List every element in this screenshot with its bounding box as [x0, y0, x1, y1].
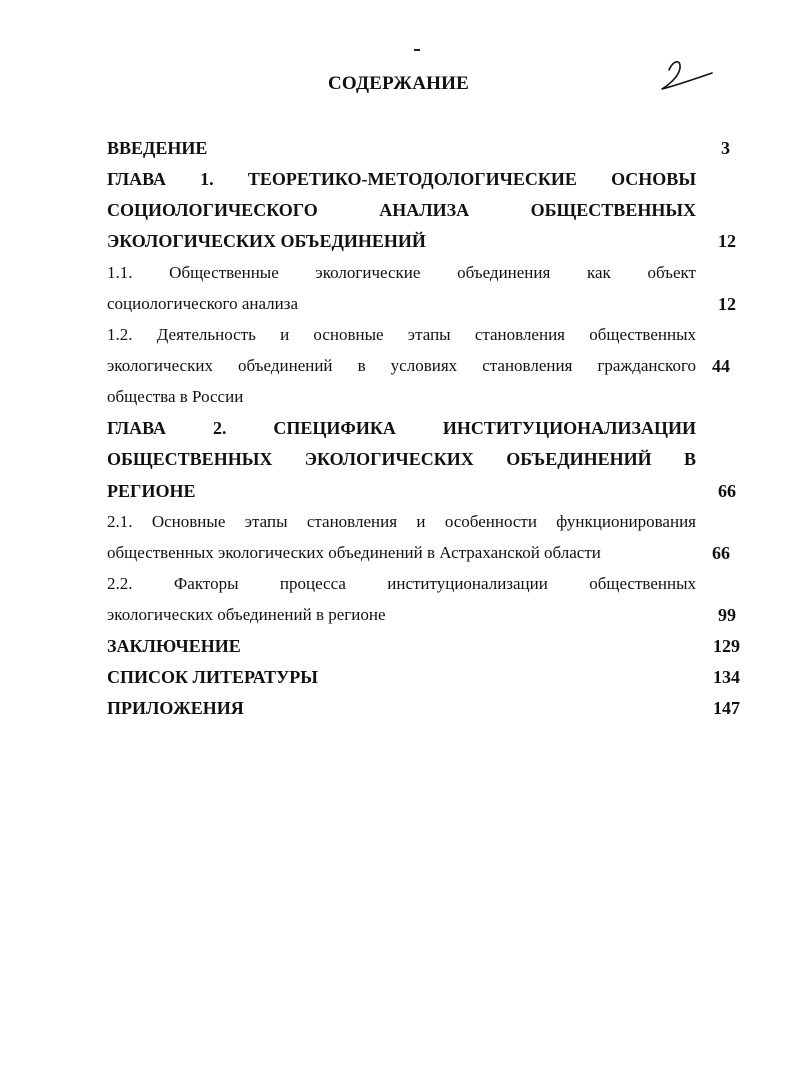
- toc-appendices-page: 147: [713, 698, 740, 718]
- toc-section-2-1-line2: общественных экологических объединений в Астраханской области: [107, 543, 601, 562]
- toc-section-1-1-page: 12: [718, 294, 736, 314]
- toc-section-2-1-page: 66: [712, 543, 730, 563]
- toc-chapter1-line2: СОЦИОЛОГИЧЕСКОГО АНАЛИЗА ОБЩЕСТВЕННЫХ: [107, 200, 696, 220]
- toc-section-1-1-line1: 1.1. Общественные экологические объединения как объект: [107, 263, 696, 282]
- page-title: СОДЕРЖАНИЕ: [328, 73, 469, 94]
- toc-section-1-1-line2: социологического анализа: [107, 294, 299, 313]
- toc-chapter1-line3: ЭКОЛОГИЧЕСКИХ ОБЪЕДИНЕНИЙ: [107, 231, 426, 251]
- toc-chapter2-line2: ОБЩЕСТВЕННЫХ ЭКОЛОГИЧЕСКИХ ОБЪЕДИНЕНИЙ В: [107, 449, 696, 469]
- toc-section-1-2-page: 44: [712, 356, 730, 376]
- toc-section-2-2-page: 99: [718, 605, 736, 625]
- toc-entry-intro-label: ВВЕДЕНИЕ: [107, 138, 208, 158]
- toc-conclusion-label: ЗАКЛЮЧЕНИЕ: [107, 636, 241, 656]
- toc-chapter1-page: 12: [718, 231, 736, 251]
- toc-section-1-2-line1: 1.2. Деятельность и основные этапы становления общественных: [107, 325, 696, 344]
- toc-section-2-2-line2: экологических объединений в регионе: [107, 605, 386, 624]
- toc-entry-intro-page: 3: [721, 138, 730, 158]
- toc-chapter2-page: 66: [718, 481, 736, 501]
- toc-chapter2-line1: ГЛАВА 2. СПЕЦИФИКА ИНСТИТУЦИОНАЛИЗАЦИИ: [107, 418, 696, 438]
- toc-references-page: 134: [713, 667, 740, 687]
- toc-conclusion-page: 129: [713, 636, 740, 656]
- toc-section-1-2-line3: общества в России: [107, 387, 244, 406]
- toc-section-2-1-line1: 2.1. Основные этапы становления и особенности функционирования: [107, 512, 696, 531]
- toc-section-1-2-line2: экологических объединений в условиях становления гражданского: [107, 356, 696, 375]
- toc-section-2-2-line1: 2.2. Факторы процесса институционализации общественных: [107, 574, 696, 593]
- toc-chapter1-line1: ГЛАВА 1. ТЕОРЕТИКО-МЕТОДОЛОГИЧЕСКИЕ ОСНОВЫ: [107, 169, 696, 189]
- toc-appendices-label: ПРИЛОЖЕНИЯ: [107, 698, 244, 718]
- toc-references-label: СПИСОК ЛИТЕРАТУРЫ: [107, 667, 318, 687]
- toc-chapter2-line3: РЕГИОНЕ: [107, 481, 196, 501]
- dash-mark: [414, 49, 420, 51]
